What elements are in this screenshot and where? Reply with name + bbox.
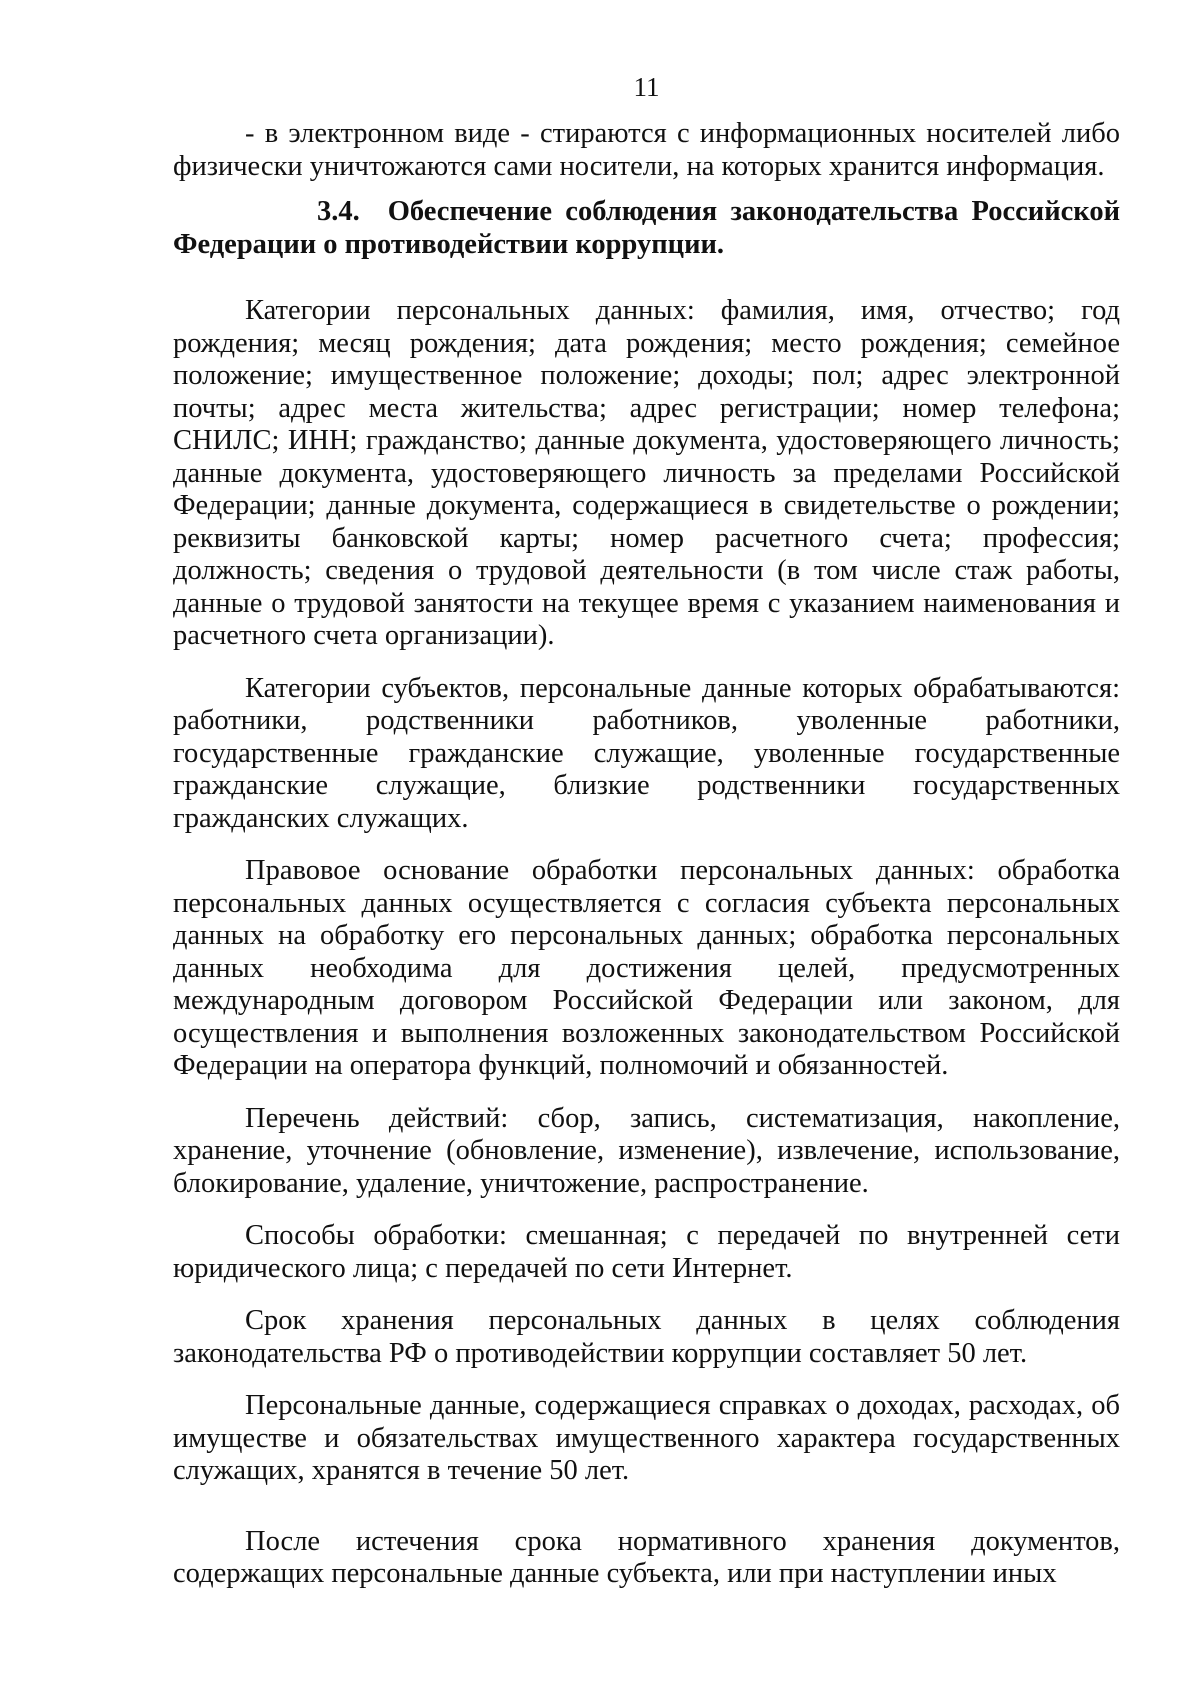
paragraph-retention-period: Срок хранения персональных данных в целях соблюдения законодательства РФ о противодействии коррупции составляет 50 лет.: [173, 1305, 1120, 1369]
paragraph-electronic-destruction: - в электронном виде - стираются с информационных носителей либо физически уничтожаются сами носители, на которых хранится информация.: [173, 118, 1120, 182]
paragraph-data-categories: Категории персональных данных: фамилия, имя, отчество; год рождения; месяц рождения; дата рождения; место рождения; семейное положение; имущественное положение; доходы; пол; адрес электронной почты; адрес места жительства; адрес регистрации; номер телефона; СНИЛС; ИНН; гражданство; данные документа, удостоверяющего личность; данные документа, удостоверяющего личность за пределами Российской Федерации; данные документа, содержащиеся в свидетельстве о рождении; реквизиты банковской карты; номер расчетного счета; профессия; должность; сведения о трудовой деятельности (в том числе стаж работы, данные о трудовой занятости на текущее время с указанием наименования и расчетного счета организации).: [173, 295, 1120, 651]
document-page: [173, 70, 1120, 1591]
section-number: 3.4.: [317, 196, 360, 227]
paragraph-income-statements: Персональные данные, содержащиеся справках о доходах, расходах, об имуществе и обязательствах имущественного характера государственных служащих, хранятся в течение 50 лет.: [173, 1390, 1120, 1486]
paragraph-legal-basis: Правовое основание обработки персональных данных: обработка персональных данных осуществляется с согласия субъекта персональных данных на обработку его персональных данных; обработка персональных данных необходима для достижения целей, предусмотренных международным договором Российской Федерации или законом, для осуществления и выполнения возложенных законодательством Российской Федерации на оператора функций, полномочий и обязанностей.: [173, 855, 1120, 1081]
paragraph-subject-categories: Категории субъектов, персональные данные которых обрабатываются: работники, родственники работников, уволенные работники, государственные гражданские служащие, уволенные государственные гражданские служащие, близкие родственники государственных гражданских служащих.: [173, 672, 1120, 834]
paragraph-after-expiry: После истечения срока нормативного хранения документов, содержащих персональные данные субъекта, или при наступлении иных: [173, 1525, 1120, 1589]
section-title: Обеспечение соблюдения законодательства Российской Федерации о противодействии коррупции.: [173, 196, 1120, 260]
section-heading: [173, 196, 1120, 261]
page-number: 11: [633, 72, 660, 102]
paragraph-processing-methods: Способы обработки: смешанная; с передачей по внутренней сети юридического лица; с передачей по сети Интернет.: [173, 1220, 1120, 1284]
paragraph-actions-list: Перечень действий: сбор, запись, систематизация, накопление, хранение, уточнение (обновление, изменение), извлечение, использование, блокирование, удаление, уничтожение, распространение.: [173, 1102, 1120, 1199]
